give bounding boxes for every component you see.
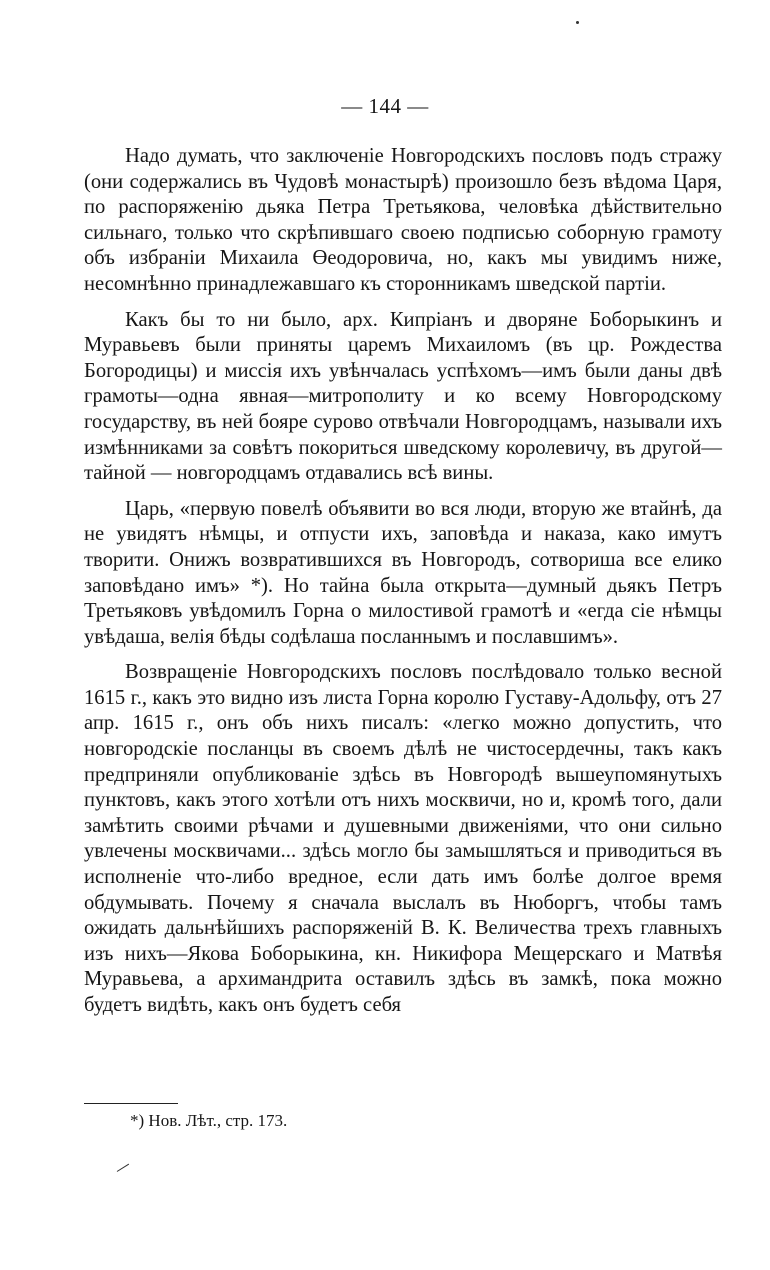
body-text (84, 144, 722, 1019)
footnote: *) Нов. Лѣт., стр. 173. (130, 1111, 288, 1130)
page-number: — 144 — (341, 94, 429, 118)
paragraph-1: Надо думать, что заключенiе Новгородскихъ пословъ подъ стражу (они содержались въ Чудовѣ монастырѣ) произошло безъ вѣдома Царя, по распоряженiю дьяка Петра Третьякова, человѣка дѣйствительно сильнаго, только что скрѣпившаго своею подписью соборную грамоту объ избранiи Михаила Өеодоровича, но, какъ мы увидимъ ниже, несомнѣнно принадлежавшаго къ сторонникамъ шведской партiи. (84, 145, 722, 295)
pencil-mark (117, 1164, 129, 1172)
paragraph-4: Возвращенiе Новгородскихъ пословъ послѣдовало только весной 1615 г., какъ это видно изъ листа Горна королю Густаву-Адольфу, отъ 27 апр. 1615 г., онъ объ нихъ писалъ: «легко можно допустить, что новгородскiе посланцы въ своемъ дѣлѣ не чистосердечны, такъ какъ предприняли опубликованiе здѣсь въ Новгородѣ вышеупомянутыхъ пунктовъ, какъ этого хотѣли отъ нихъ москвичи, но и, кромѣ того, дали замѣтить своими рѣчами и душевными движенiями, что они сильно увлечены москвичами... здѣсь могло бы замышляться и приводиться въ исполненiе что-либо вредное, если дать имъ болѣе долгое время обдумывать. Почему я сначала выслалъ въ Нюборгъ, чтобы тамъ ожидать дальнѣйшихъ распоряженiй В. К. Величества трехъ главныхъ изъ нихъ—Якова Боборыкина, кн. Никифора Мещерскаго и Матвѣя Муравьева, а архимандрита оставилъ здѣсь въ замкѣ, пока можно будетъ видѣть, какъ онъ будетъ себя (84, 661, 722, 1016)
footnote-divider (84, 1103, 178, 1104)
paragraph-3: Царь, «первую повелѣ объявити во вся люди, вторую же втайнѣ, да не увидятъ нѣмцы, и отпусти ихъ, заповѣда и наказа, како имутъ творити. Онижъ возвратившихся въ Новгородъ, сотвориша все елико заповѣдано имъ» *). Но тайна была открыта—думный дьякъ Петръ Третьяковъ увѣдомилъ Горна о милостивой грамотѣ и «егда сiе нѣмцы увѣдаша, велiя бѣды содѣлаша посланнымъ и пославшимъ». (84, 497, 722, 648)
paragraph-2: Какъ бы то ни было, арх. Кипрiанъ и дворяне Боборыкинъ и Муравьевъ были приняты царемъ Михаиломъ (въ цр. Рождества Богородицы) и миссiя ихъ увѣнчалась успѣхомъ—имъ были даны двѣ грамоты—одна явная—митрополиту и ко всему Новгородскому государству, въ ней бояре сурово отвѣчали Новгородцамъ, называли ихъ измѣнниками за совѣтъ покориться шведскому королевичу, въ другой—тайной — новгородцамъ отдавались всѣ вины. (84, 308, 722, 485)
ink-speck (576, 21, 579, 24)
